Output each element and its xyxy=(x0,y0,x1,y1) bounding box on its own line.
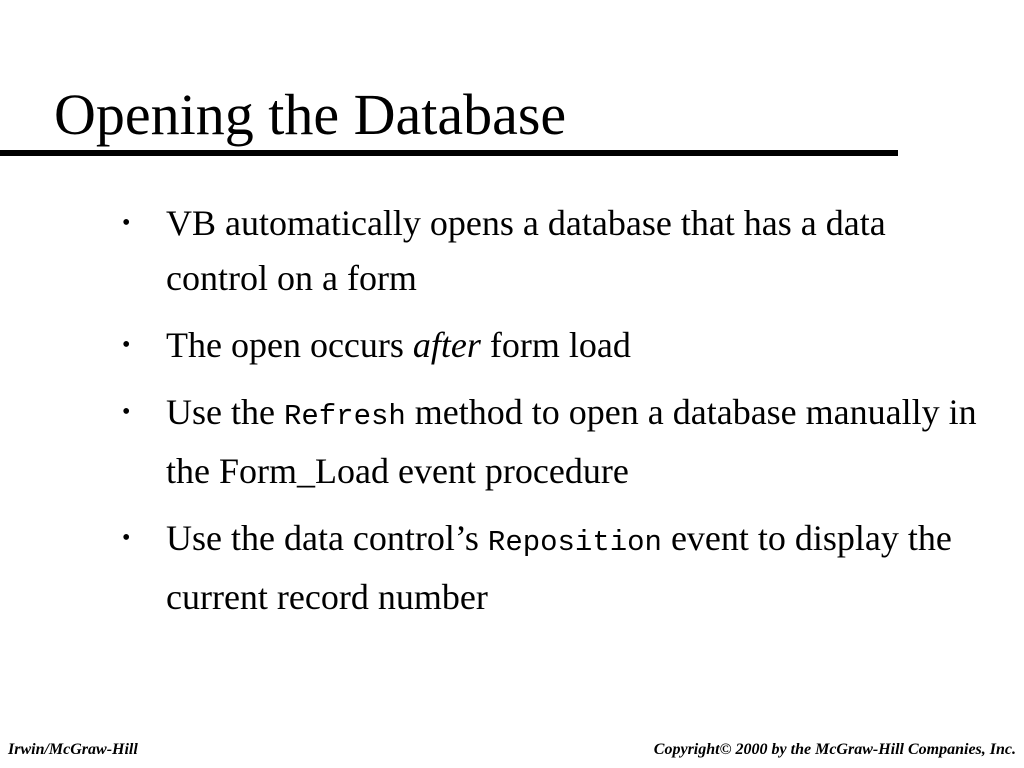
bullet-icon: • xyxy=(122,210,131,236)
bullet-text: Use the data control’s xyxy=(166,518,488,558)
bullet-text: Use the xyxy=(166,392,284,432)
bullet-code: Reposition xyxy=(487,526,662,559)
bullet-text-end: event to display the current record number xyxy=(166,518,952,617)
slide-title: Opening the Database xyxy=(54,82,567,147)
bullet-item-open-after-load xyxy=(122,318,982,373)
footer-publisher: Irwin/McGraw-Hill xyxy=(8,741,138,758)
bullet-icon: • xyxy=(122,399,131,425)
bullet-item-reposition-event xyxy=(122,511,982,625)
footer-copyright: Copyright© 2000 by the McGraw-Hill Companies, Inc. xyxy=(653,741,1016,758)
bullet-text-end: method to open a database manually in the Form_Load event procedure xyxy=(166,392,977,491)
bullet-icon: • xyxy=(122,525,131,551)
bullet-text: VB automatically opens a database that has a data control on a form xyxy=(166,203,886,298)
bullet-item-auto-open xyxy=(122,196,982,306)
bullet-list xyxy=(122,196,982,637)
bullet-text: The open occurs xyxy=(166,325,413,365)
bullet-code: Refresh xyxy=(283,400,406,433)
bullet-emphasis: after xyxy=(412,325,481,365)
title-underline xyxy=(0,150,898,156)
bullet-item-refresh-method xyxy=(122,385,982,499)
bullet-icon: • xyxy=(122,332,131,358)
bullet-text-end: form load xyxy=(480,325,631,365)
